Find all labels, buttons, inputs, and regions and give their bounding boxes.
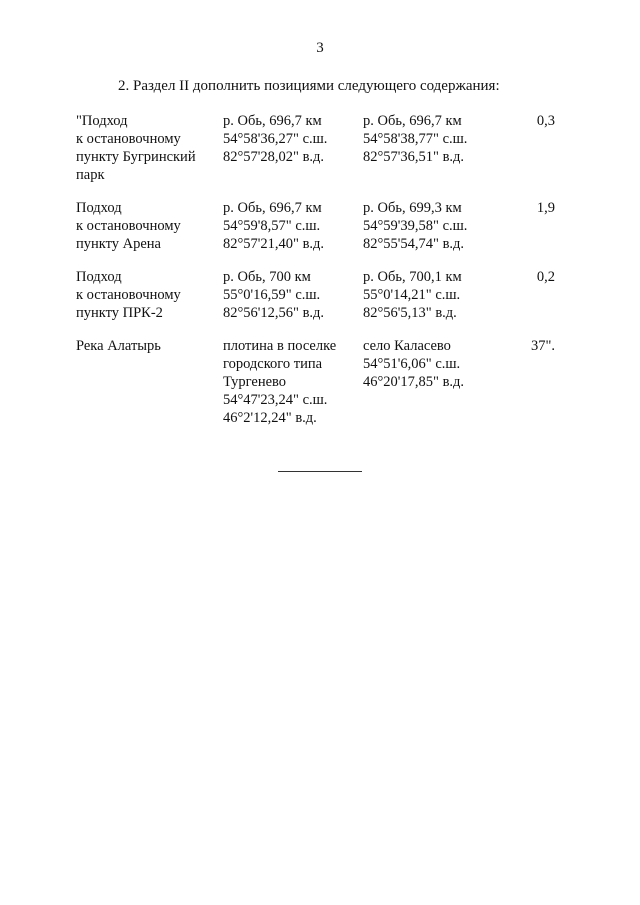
name-line: пункту ПРК-2: [76, 305, 163, 321]
start-point-cell: [223, 199, 359, 253]
end-line: село Каласево: [363, 338, 451, 354]
section-intro-text: 2. Раздел II дополнить позициями следующего содержания:: [118, 78, 500, 94]
end-line: 55°0'14,21" с.ш.: [363, 287, 461, 303]
name-line: Река Алатырь: [76, 338, 161, 354]
start-line: 82°57'21,40" в.д.: [223, 236, 325, 252]
end-point-cell: [363, 112, 499, 166]
page-number: 3: [316, 40, 324, 56]
length-cell: 0,3: [536, 113, 555, 129]
start-line: плотина в поселке: [223, 338, 337, 354]
start-line: 82°57'28,02" в.д.: [223, 149, 325, 165]
end-line: 54°58'38,77" с.ш.: [363, 131, 468, 147]
end-line: 54°51'6,06" с.ш.: [363, 356, 461, 372]
name-line: к остановочному: [76, 287, 181, 303]
start-line: р. Обь, 696,7 км: [223, 113, 322, 129]
waterway-name-cell: [76, 337, 216, 355]
length-cell: 37".: [530, 338, 555, 354]
end-line: 82°57'36,51" в.д.: [363, 149, 465, 165]
end-point-cell: [363, 337, 499, 391]
end-line: 82°56'5,13" в.д.: [363, 305, 457, 321]
end-line: р. Обь, 699,3 км: [363, 200, 462, 216]
length-cell: 1,9: [536, 200, 555, 216]
end-separator-line: [278, 471, 362, 472]
name-line: Подход: [76, 269, 122, 285]
name-line: парк: [76, 167, 105, 183]
start-point-cell: [223, 268, 359, 322]
start-line: 54°58'36,27" с.ш.: [223, 131, 328, 147]
start-line: 82°56'12,56" в.д.: [223, 305, 325, 321]
start-point-cell: [223, 112, 359, 166]
name-line: "Подход: [76, 113, 128, 129]
waterway-name-cell: [76, 199, 216, 253]
end-line: 46°20'17,85" в.д.: [363, 374, 465, 390]
start-line: р. Обь, 696,7 км: [223, 200, 322, 216]
waterway-name-cell: [76, 268, 216, 322]
start-line: 46°2'12,24" в.д.: [223, 410, 317, 426]
end-line: 54°59'39,58" с.ш.: [363, 218, 468, 234]
start-line: р. Обь, 700 км: [223, 269, 311, 285]
start-line: городского типа: [223, 356, 323, 372]
end-point-cell: [363, 268, 499, 322]
end-line: р. Обь, 700,1 км: [363, 269, 462, 285]
start-line: 54°59'8,57" с.ш.: [223, 218, 321, 234]
name-line: к остановочному: [76, 131, 181, 147]
start-line: 55°0'16,59" с.ш.: [223, 287, 321, 303]
name-line: пункту Арена: [76, 236, 161, 252]
start-line: 54°47'23,24" с.ш.: [223, 392, 328, 408]
end-line: р. Обь, 696,7 км: [363, 113, 462, 129]
waterway-name-cell: [76, 112, 216, 184]
start-point-cell: [223, 337, 359, 427]
length-cell: 0,2: [536, 269, 555, 285]
start-line: Тургенево: [223, 374, 287, 390]
name-line: Подход: [76, 200, 122, 216]
name-line: пункту Бугринский: [76, 149, 196, 165]
name-line: к остановочному: [76, 218, 181, 234]
end-point-cell: [363, 199, 499, 253]
end-line: 82°55'54,74" в.д.: [363, 236, 465, 252]
